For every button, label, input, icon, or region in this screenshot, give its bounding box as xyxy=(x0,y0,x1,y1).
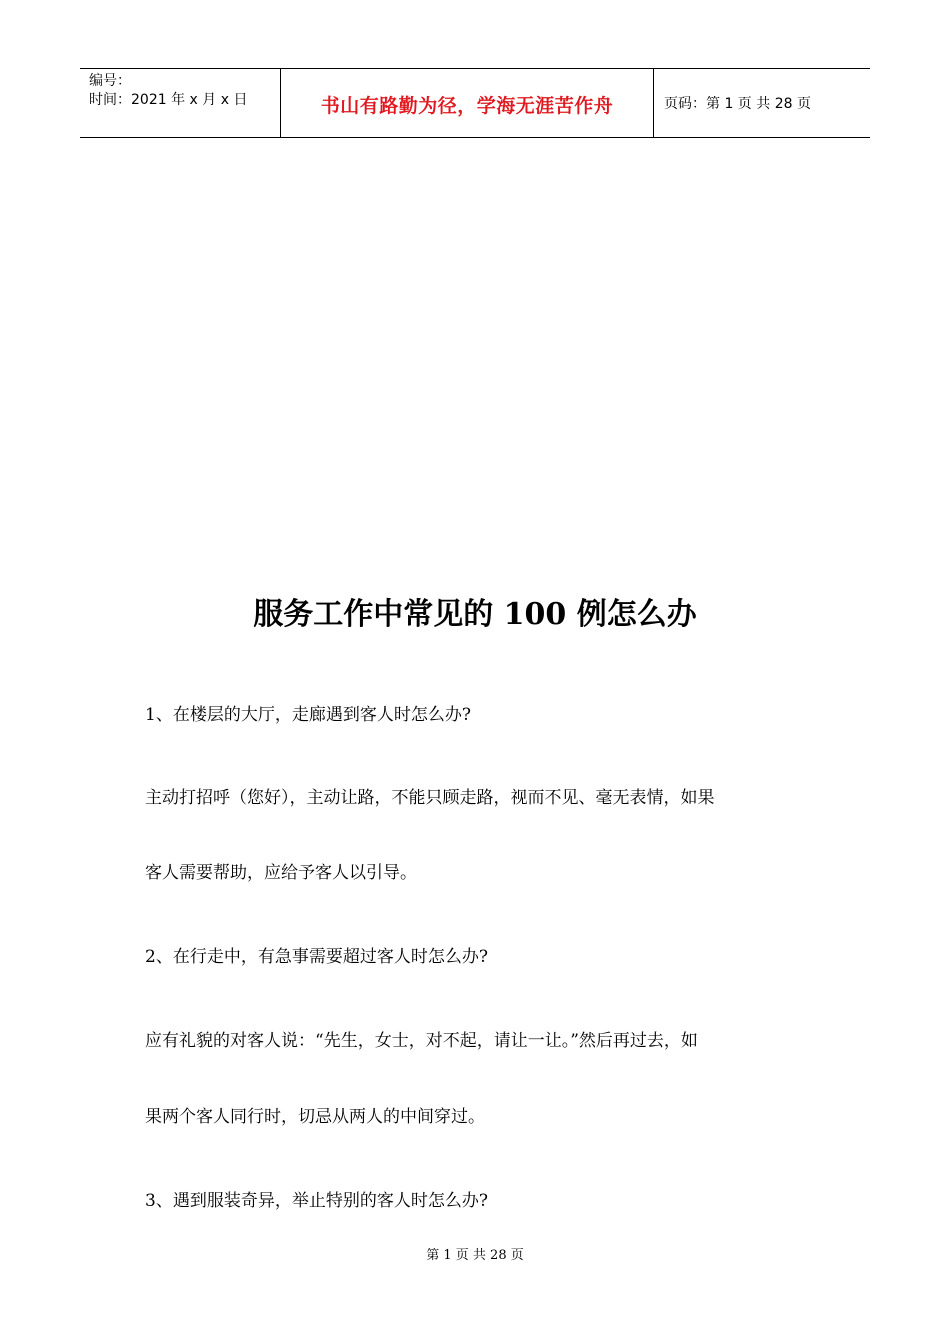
answer-2-line-1: 应有礼貌的对客人说：“先生，女士，对不起，请让一让。”然后再过去，如 xyxy=(145,1031,698,1051)
answer-2-line-2: 果两个客人同行时，切忌从两人的中间穿过。 xyxy=(145,1107,485,1127)
header-page-info-cell xyxy=(654,69,870,137)
question-1: 1、在楼层的大厅，走廊遇到客人时怎么办? xyxy=(145,705,471,725)
document-title: 服务工作中常见的 100 例怎么办 xyxy=(253,597,697,632)
page-footer: 第 1 页 共 28 页 xyxy=(426,1248,524,1263)
header-page-info: 页码：第 1 页 共 28 页 xyxy=(664,96,811,112)
answer-1-line-2: 客人需要帮助，应给予客人以引导。 xyxy=(145,863,417,883)
header-motto-cell xyxy=(281,69,654,137)
header-motto: 书山有路勤为径，学海无涯苦作舟 xyxy=(320,94,614,117)
document-number-label: 编号： xyxy=(89,73,131,89)
answer-1-line-1: 主动打招呼（您好），主动让路，不能只顾走路，视而不见、毫无表情，如果 xyxy=(145,788,715,808)
page-header xyxy=(80,68,870,138)
document-date-label: 时间：2021 年 x 月 x 日 xyxy=(89,92,248,108)
question-2: 2、在行走中，有急事需要超过客人时怎么办? xyxy=(145,947,488,967)
question-3: 3、遇到服装奇异，举止特别的客人时怎么办? xyxy=(145,1191,488,1211)
header-meta xyxy=(80,69,281,137)
